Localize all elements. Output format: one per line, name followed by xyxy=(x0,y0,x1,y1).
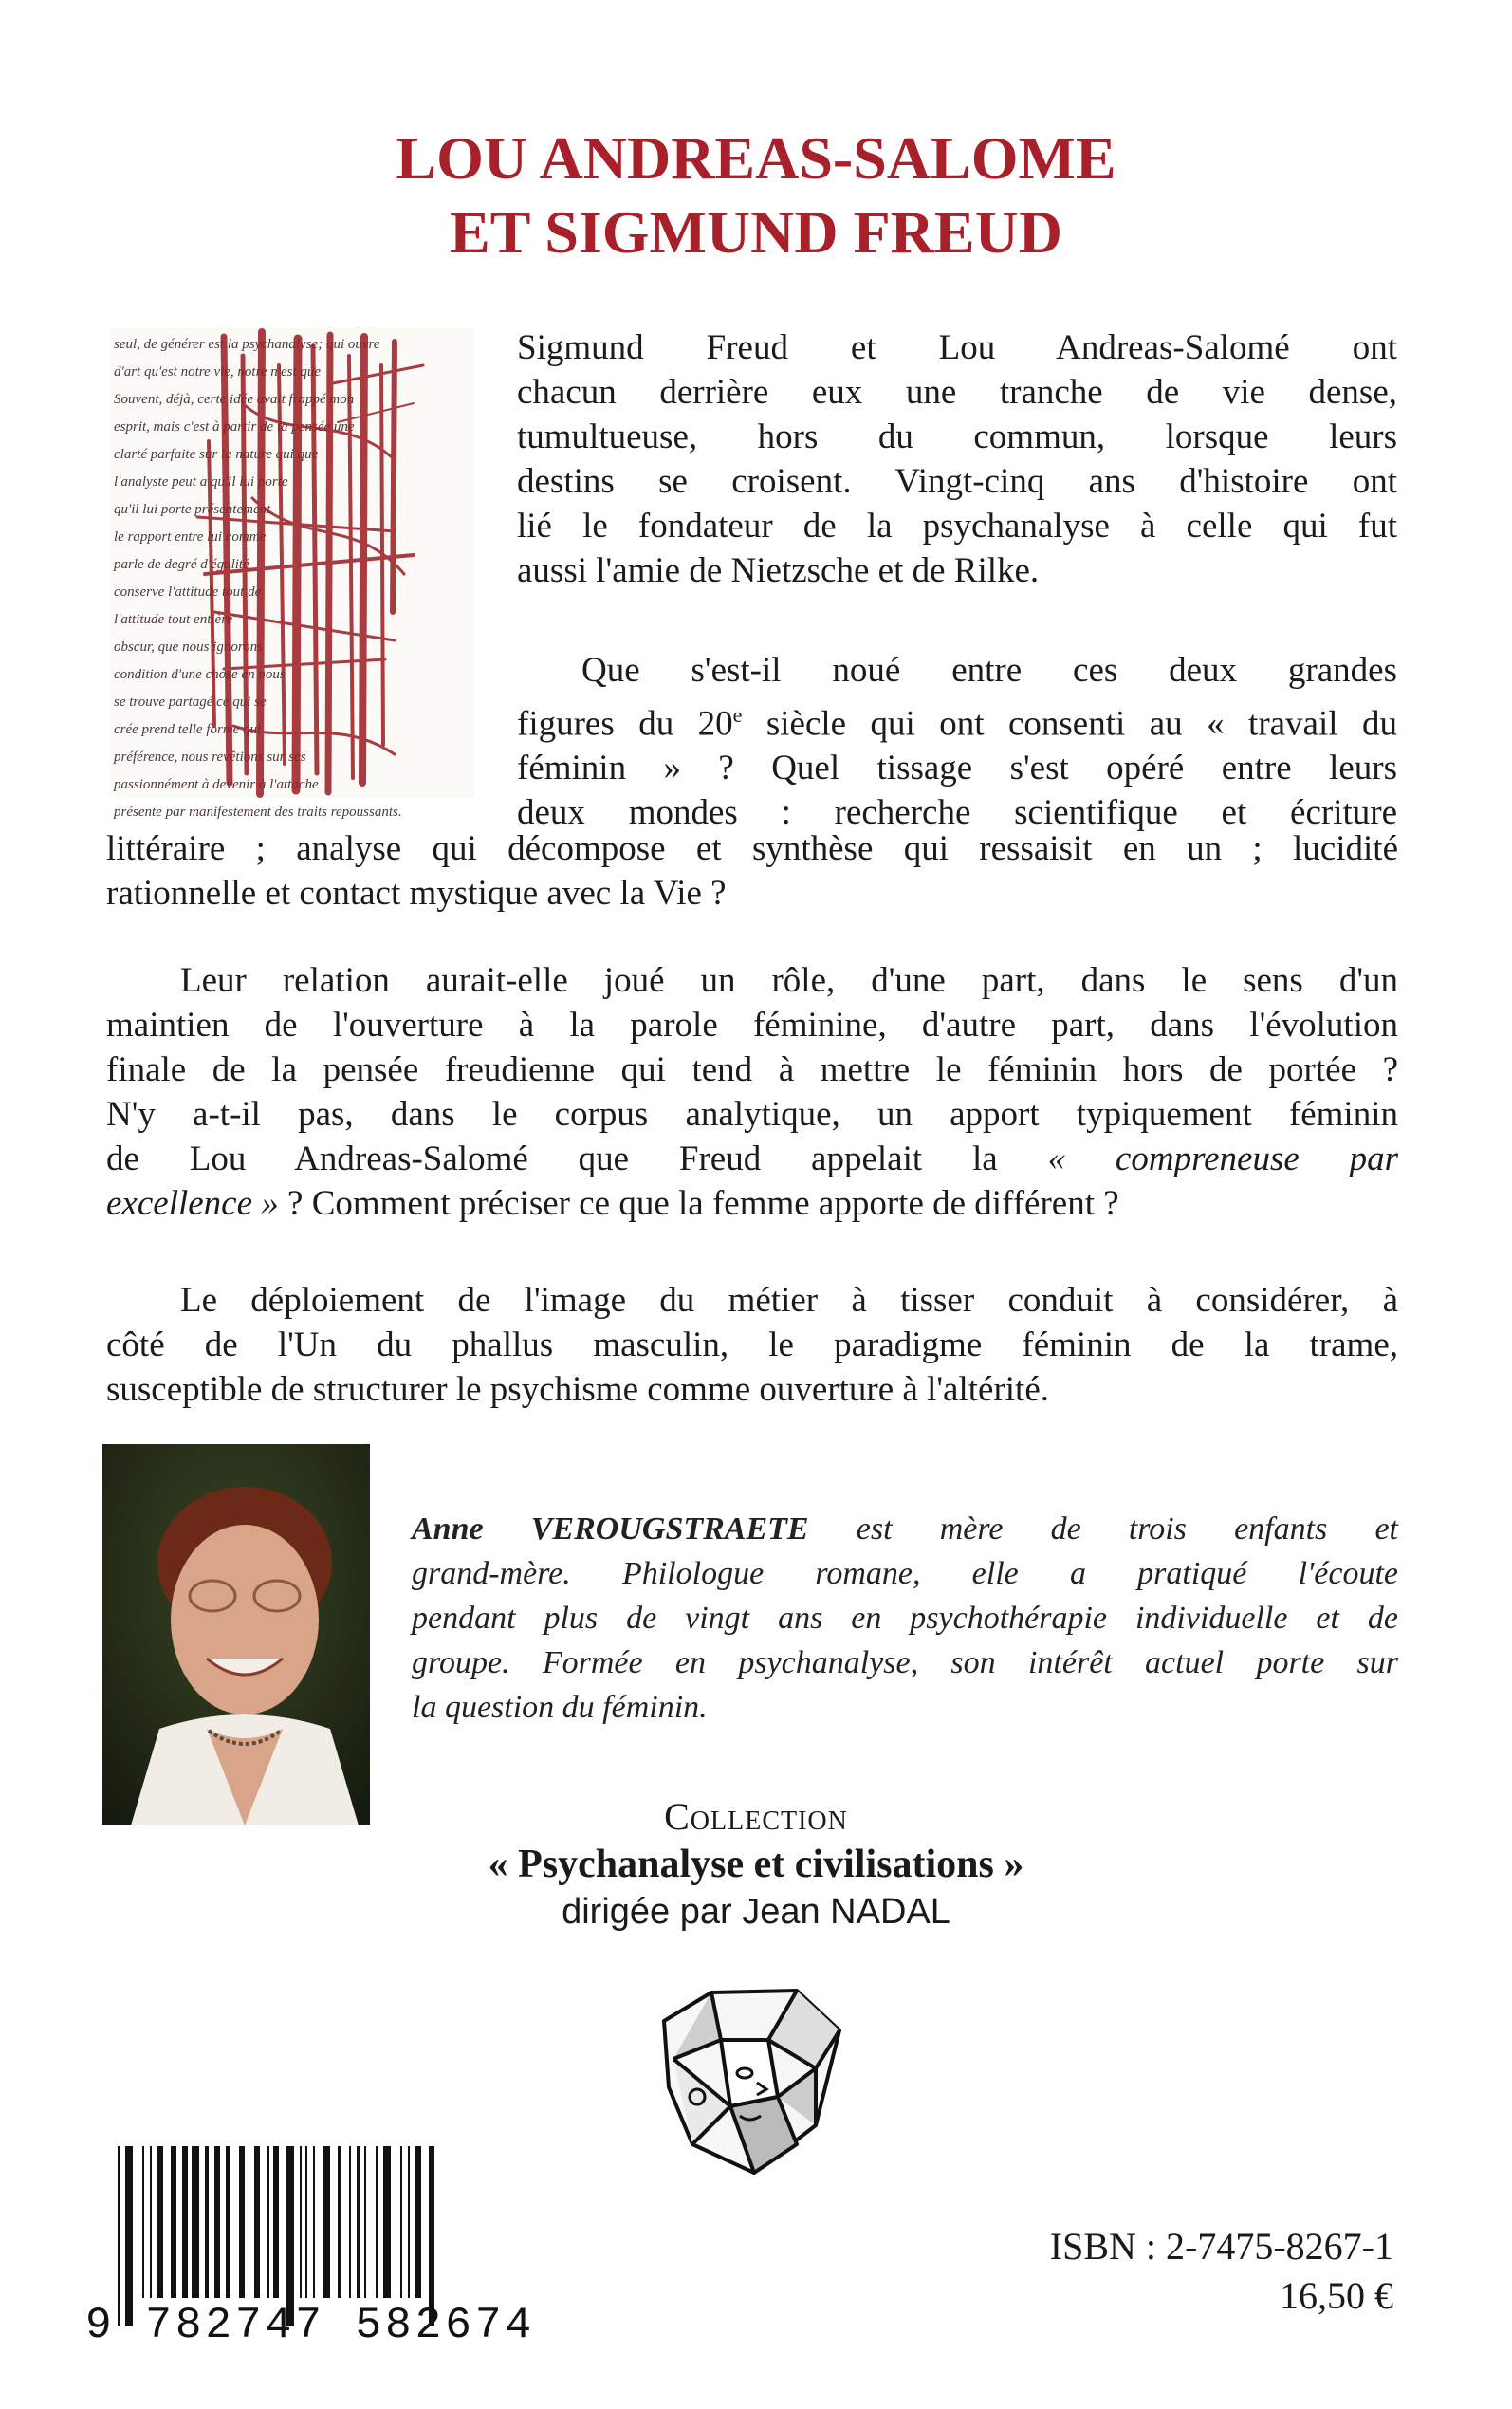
barcode-number: 9 782747 582674 xyxy=(85,2301,536,2350)
barcode-bar xyxy=(150,2146,152,2298)
barcode-bar xyxy=(171,2146,176,2298)
handwriting-line: préférence, nous revêtions sur ses xyxy=(114,750,306,765)
p3-quote-start: « compreneuse par xyxy=(1047,1140,1399,1178)
bio-line-5: la question du féminin. xyxy=(412,1690,708,1725)
author-bio xyxy=(412,1507,1398,1730)
p2-line-3: féminin » ? Quel tissage s'est opéré entre leurs xyxy=(517,749,1397,788)
publisher-logo-icon xyxy=(655,1983,844,2178)
bio-line-3: pendant plus de vingt ans en psychothérapie individuelle et de xyxy=(412,1601,1398,1636)
p3-line-4: N'y a-t-il pas, dans le corpus analytique, un apport typiquement féminin xyxy=(106,1095,1398,1134)
collection-info xyxy=(0,1793,1512,1936)
handwriting-line: passionnément à devenir à l'attache xyxy=(114,777,319,792)
handwriting-line: conserve l'attitude tout de xyxy=(114,584,262,600)
p3-line-5-a: de Lou Andreas-Salomé que Freud appelait la xyxy=(106,1140,1048,1178)
barcode-bar xyxy=(383,2146,391,2298)
p3-line-6-b: ? Comment préciser ce que la femme apporte de différent ? xyxy=(278,1184,1119,1223)
p2-line-2-a: figures du 20 xyxy=(517,704,733,744)
handwriting-line: présente par manifestement des traits repoussants. xyxy=(114,805,402,820)
barcode-bar xyxy=(400,2146,402,2298)
barcode-bar xyxy=(300,2146,302,2298)
barcode-bar xyxy=(408,2146,410,2298)
p4-line-1: Le déploiement de l'image du métier à tisser conduit à considérer, à xyxy=(180,1281,1398,1320)
collection-label: Collection xyxy=(664,1795,848,1838)
p2-line-2-b: siècle qui ont consenti au « travail du xyxy=(742,704,1397,744)
barcode-bar xyxy=(125,2146,133,2326)
barcode-bar xyxy=(267,2146,269,2298)
title-line-1: LOU ANDREAS-SALOME xyxy=(396,124,1116,192)
handwriting-line: condition d'une chose en nous xyxy=(114,667,286,682)
barcode-bar xyxy=(226,2146,230,2298)
p2-line-2 xyxy=(517,693,1397,746)
barcode-bar xyxy=(142,2146,144,2298)
bio-line-1-rest: est mère de trois enfants et xyxy=(808,1511,1398,1547)
handwriting-line: l'attitude tout entière xyxy=(114,612,233,627)
handwriting-line: Souvent, déjà, certe idée avait frappé mon xyxy=(114,392,355,407)
paragraph-3 xyxy=(106,958,1398,1226)
barcode-bar xyxy=(214,2146,220,2298)
author-photo xyxy=(102,1444,370,1825)
barcode-bar xyxy=(429,2146,434,2326)
p3-line-5 xyxy=(106,1137,1398,1181)
barcode-bar xyxy=(376,2146,378,2298)
p4-line-2: côté de l'Un du phallus masculin, le paradigme féminin de la trame, xyxy=(106,1325,1398,1364)
handwriting-line: seul, de générer est la psychanalyse; qui ouvre xyxy=(114,337,380,352)
p3-line-6 xyxy=(106,1181,1398,1226)
paragraph-1 xyxy=(517,325,1397,593)
barcode-bar xyxy=(323,2146,330,2298)
barcode-bar xyxy=(254,2146,260,2298)
isbn-block xyxy=(1050,2222,1393,2321)
barcode-bar xyxy=(118,2146,120,2326)
barcode-bar xyxy=(286,2146,294,2326)
handwriting-line: l'analyste peut a qu'il lui porte xyxy=(114,474,288,490)
price: 16,50 € xyxy=(1280,2274,1393,2317)
paragraph-2-top xyxy=(517,648,1397,835)
handwriting-illustration xyxy=(110,327,474,820)
barcode-bar xyxy=(157,2146,163,2298)
barcode-bar xyxy=(305,2146,307,2298)
handwriting-line: d'art qu'est notre vie, notre n'est que xyxy=(114,364,322,380)
bio-line-4: groupe. Formée en psychanalyse, son intérêt actuel porte sur xyxy=(412,1645,1398,1680)
bio-line-1 xyxy=(412,1507,1398,1551)
p1-line-1: Sigmund Freud et Lou Andreas-Salomé ont xyxy=(517,328,1397,367)
barcode-bar xyxy=(313,2146,315,2298)
barcode-bar xyxy=(205,2146,209,2298)
paragraph-2-bottom xyxy=(106,826,1398,916)
p2-superscript: e xyxy=(732,703,743,727)
red-weave-strokes xyxy=(110,327,474,798)
p2-line-4: deux mondes : recherche scientifique et écriture xyxy=(517,793,1397,833)
book-title xyxy=(0,121,1512,269)
barcode-bar xyxy=(357,2146,360,2298)
barcode-bar xyxy=(364,2146,366,2298)
handwriting-line: qu'il lui porte présentement xyxy=(114,502,271,517)
collection-name: « Psychanalyse et civilisations » xyxy=(488,1843,1024,1886)
paragraph-4 xyxy=(106,1278,1398,1412)
p2-line-1: Que s'est-il noué entre ces deux grandes xyxy=(581,651,1397,690)
barcode-bar xyxy=(349,2146,351,2298)
collection-director: dirigée par Jean NADAL xyxy=(562,1892,950,1932)
handwriting-line: obscur, que nous ignorons xyxy=(114,639,263,655)
p2-line-5: littéraire ; analyse qui décompose et synthèse qui ressaisit en un ; lucidité xyxy=(106,829,1398,868)
handwriting-line: clarté parfaite sur la nature qui que xyxy=(114,447,319,462)
p1-line-3: tumultueuse, hors du commun, lorsque leurs xyxy=(517,417,1397,456)
p3-line-1: Leur relation aurait-elle joué un rôle, d'une part, dans le sens d'un xyxy=(180,961,1398,1000)
p3-line-3: finale de la pensée freudienne qui tend à mettre le féminin hors de portée ? xyxy=(106,1050,1398,1089)
barcode-bar xyxy=(239,2146,245,2298)
p1-line-2: chacun derrière eux une tranche de vie dense, xyxy=(517,373,1397,412)
barcode-bar xyxy=(415,2146,421,2298)
handwriting-line: esprit, mais c'est à partir de la pensée une xyxy=(114,419,355,435)
p3-quote-end: excellence » xyxy=(106,1184,279,1223)
p1-line-4: destins se croisent. Vingt-cinq ans d'histoire ont xyxy=(517,462,1397,501)
title-line-2: ET SIGMUND FREUD xyxy=(450,198,1062,266)
author-name: Anne VEROUGSTRAETE xyxy=(412,1511,809,1547)
p3-line-2: maintien de l'ouverture à la parole féminine, d'autre part, dans l'évolution xyxy=(106,1006,1398,1045)
p4-line-3: susceptible de structurer le psychisme comme ouverture à l'altérité. xyxy=(106,1370,1049,1409)
handwriting-line: crée prend telle forme qui xyxy=(114,722,262,737)
barcode-bar xyxy=(192,2146,199,2298)
bio-line-2: grand-mère. Philologue romane, elle a pratiqué l'écoute xyxy=(412,1556,1398,1591)
barcode-bar xyxy=(273,2146,279,2298)
p1-line-6: aussi l'amie de Nietzsche et de Rilke. xyxy=(517,551,1040,590)
isbn-number: ISBN : 2-7475-8267-1 xyxy=(1049,2225,1393,2268)
handwriting-line: parle de degré d'égalité xyxy=(114,557,249,572)
handwriting-line: se trouve partagé ce qui se xyxy=(114,695,267,710)
barcode-bar xyxy=(182,2146,188,2298)
handwriting-line: le rapport entre lui comme xyxy=(114,529,267,545)
barcode-bar xyxy=(338,2146,341,2298)
p2-line-6: rationnelle et contact mystique avec la Vie ? xyxy=(106,874,727,913)
p1-line-5: lié le fondateur de la psychanalyse à celle qui fut xyxy=(517,507,1397,546)
